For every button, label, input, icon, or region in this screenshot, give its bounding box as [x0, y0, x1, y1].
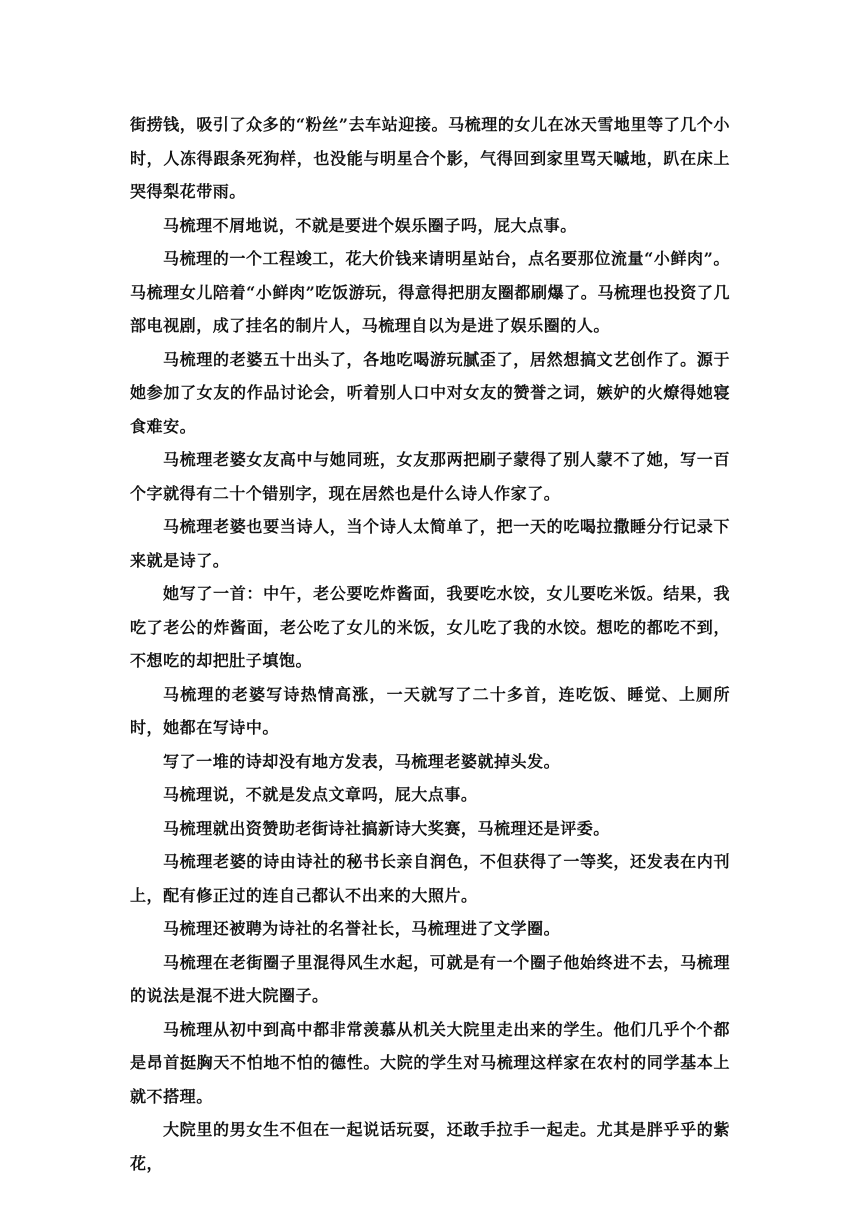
paragraph: 马梳理老婆女友高中与她同班，女友那两把刷子蒙得了别人蒙不了她，写一百个字就得有二十个错别字，现在居然也是什么诗人作家了。: [130, 450, 730, 503]
paragraph: 她写了一首：中午，老公要吃炸酱面，我要吃水饺，女儿要吃米饭。结果，我吃了老公的炸酱面，老公吃了女儿的米饭，女儿吃了我的水饺。想吃的都吃不到，不想吃的却把肚子填饱。: [130, 584, 730, 670]
paragraph: 马梳理的一个工程竣工，花大价钱来请明星站台，点名要那位流量“小鲜肉”。马梳理女儿陪着“小鲜肉”吃饭游玩，得意得把朋友圈都刷爆了。马梳理也投资了几部电视剧，成了挂名的制片人，马梳理自以为是进了娱乐圈的人。: [130, 249, 730, 335]
paragraph: 马梳理的老婆五十出头了，各地吃喝游玩腻歪了，居然想搞文艺创作了。源于她参加了女友的作品讨论会，听着别人口中对女友的赞誉之词，嫉妒的火燎得她寝食难安。: [130, 349, 730, 436]
paragraph: 马梳理就出资赞助老街诗社搞新诗大奖赛，马梳理还是评委。: [163, 818, 610, 838]
paragraph: 马梳理老婆的诗由诗社的秘书长亲自润色，不但获得了一等奖，还发表在内刊上，配有修正过的连自己都认不出来的大照片。: [130, 852, 730, 905]
paragraph: 马梳理不屑地说，不就是要进个娱乐圈子吗，屁大点事。: [163, 215, 577, 235]
paragraph: 马梳理的老婆写诗热情高涨，一天就写了二十多首，连吃饭、睡觉、上厕所时，她都在写诗中。: [130, 684, 730, 737]
paragraph: 大院里的男女生不但在一起说话玩耍，还敢手拉手一起走。尤其是胖乎乎的紫花，: [130, 1120, 730, 1173]
paragraph: 马梳理还被聘为诗社的名誉社长，马梳理进了文学圈。: [163, 919, 561, 938]
paragraph: 马梳理在老街圈子里混得风生水起，可就是有一个圈子他始终进不去，马梳理的说法是混不进大院圈子。: [130, 952, 730, 1005]
paragraph: 街捞钱，吸引了众多的“粉丝”去车站迎接。马梳理的女儿在冰天雪地里等了几个小时，人冻得跟条死狗样，也没能与明星合个影，气得回到家里骂天嘁地，趴在床上哭得梨花带雨。: [130, 115, 730, 201]
paragraph: 马梳理从初中到高中都非常羡慕从机关大院里走出来的学生。他们几乎个个都是昂首挺胸天不怕地不怕的德性。大院的学生对马梳理这样家在农村的同学基本上就不搭理。: [130, 1019, 730, 1106]
article-body: [130, 108, 730, 1180]
paragraph: 写了一堆的诗却没有地方发表，马梳理老婆就掉头发。: [163, 751, 561, 771]
paragraph: 马梳理老婆也要当诗人，当个诗人太简单了，把一天的吃喝拉撒睡分行记录下来就是诗了。: [130, 517, 730, 570]
paragraph: 马梳理说，不就是发点文章吗，屁大点事。: [163, 785, 478, 804]
